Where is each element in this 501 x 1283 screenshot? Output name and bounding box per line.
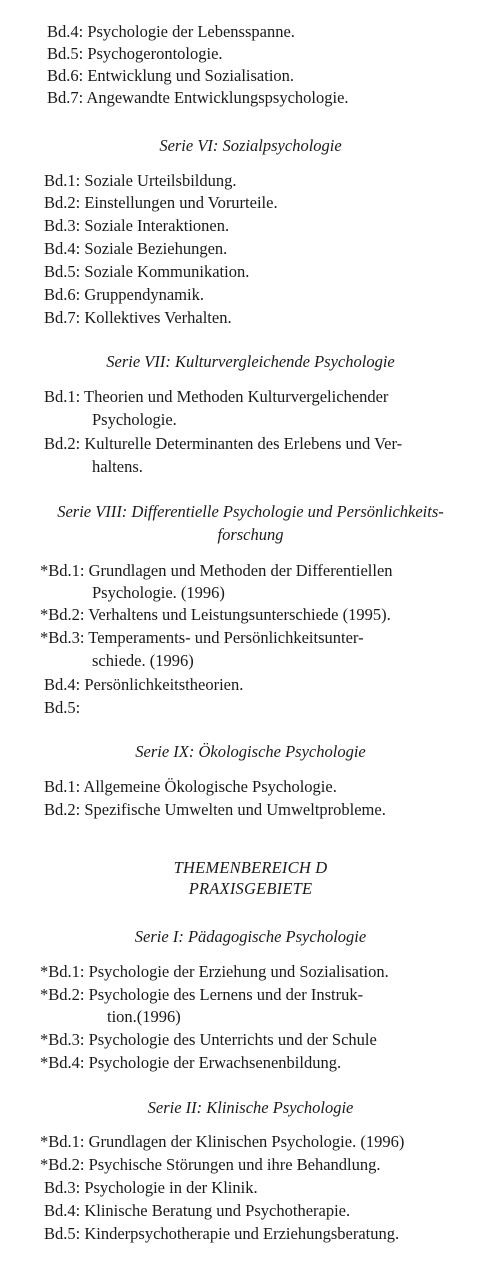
- list-item: Bd.1: Allgemeine Ökologische Psychologie.: [44, 777, 337, 796]
- section-heading: THEMENBEREICH D: [173, 858, 328, 877]
- series-heading: Serie I: Pädagogische Psychologie: [134, 927, 367, 946]
- list-item: *Bd.2: Verhaltens und Leistungsunterschiede (1995).: [40, 605, 391, 624]
- list-item: *Bd.2: Psychologie des Lernens und der Instruk-: [40, 985, 364, 1004]
- list-item-continuation: Psychologie.: [92, 410, 177, 429]
- list-item: *Bd.3: Psychologie des Unterrichts und der Schule: [40, 1030, 377, 1049]
- series-heading: Serie IX: Ökologische Psychologie: [135, 742, 366, 761]
- list-item: Bd.2: Kulturelle Determinanten des Erlebens und Ver-: [44, 434, 403, 453]
- list-item-continuation: tion.(1996): [107, 1007, 181, 1026]
- list-item: Bd.3: Soziale Interaktionen.: [44, 216, 230, 235]
- list-item-continuation: haltens.: [92, 457, 143, 476]
- list-item: Bd.4: Psychologie der Lebensspanne.: [47, 22, 295, 41]
- list-item: Bd.2: Einstellungen und Vorurteile.: [44, 193, 278, 212]
- list-item: Bd.7: Kollektives Verhalten.: [44, 308, 232, 327]
- list-item: Bd.6: Entwicklung und Sozialisation.: [47, 66, 295, 85]
- list-item: Bd.4: Persönlichkeitstheorien.: [44, 675, 244, 694]
- list-item: Bd.6: Gruppendynamik.: [44, 285, 204, 304]
- list-item: *Bd.1: Grundlagen der Klinischen Psychologie. (1996): [40, 1132, 405, 1151]
- list-item: Bd.4: Soziale Beziehungen.: [44, 239, 228, 258]
- list-item: Bd.1: Soziale Urteilsbildung.: [44, 171, 237, 190]
- list-item: Bd.5: Kinderpsychotherapie und Erziehungsberatung.: [44, 1224, 400, 1243]
- list-item: Bd.4: Klinische Beratung und Psychotherapie.: [44, 1201, 351, 1220]
- list-item: *Bd.1: Psychologie der Erziehung und Sozialisation.: [40, 962, 389, 981]
- list-item: Bd.5: Psychogerontologie.: [47, 44, 223, 63]
- list-item: Bd.5: Soziale Kommunikation.: [44, 262, 250, 281]
- list-item: Bd.1: Theorien und Methoden Kulturvergelichender: [44, 387, 389, 406]
- list-item: *Bd.3: Temperaments- und Persönlichkeitsunter-: [40, 628, 364, 647]
- series-heading: Serie VI: Sozialpsychologie: [159, 136, 342, 155]
- list-item: Bd.5:: [44, 698, 81, 717]
- list-item-continuation: Psychologie. (1996): [92, 583, 225, 602]
- series-heading: Serie VIII: Differentielle Psychologie und Persönlichkeits-: [57, 502, 444, 521]
- list-item-continuation: schiede. (1996): [92, 651, 194, 670]
- section-heading: PRAXISGEBIETE: [188, 879, 313, 898]
- list-item: *Bd.1: Grundlagen und Methoden der Differentiellen: [40, 561, 393, 580]
- series-heading: Serie VII: Kulturvergleichende Psychologie: [106, 352, 395, 371]
- series-heading: Serie II: Klinische Psychologie: [147, 1098, 354, 1117]
- list-item: Bd.2: Spezifische Umwelten und Umweltprobleme.: [44, 800, 386, 819]
- list-item: Bd.3: Psychologie in der Klinik.: [44, 1178, 258, 1197]
- list-item: *Bd.4: Psychologie der Erwachsenenbildung.: [40, 1053, 342, 1072]
- list-item: Bd.7: Angewandte Entwicklungspsychologie.: [47, 88, 349, 107]
- series-heading-continuation: forschung: [217, 525, 284, 544]
- list-item: *Bd.2: Psychische Störungen und ihre Behandlung.: [40, 1155, 381, 1174]
